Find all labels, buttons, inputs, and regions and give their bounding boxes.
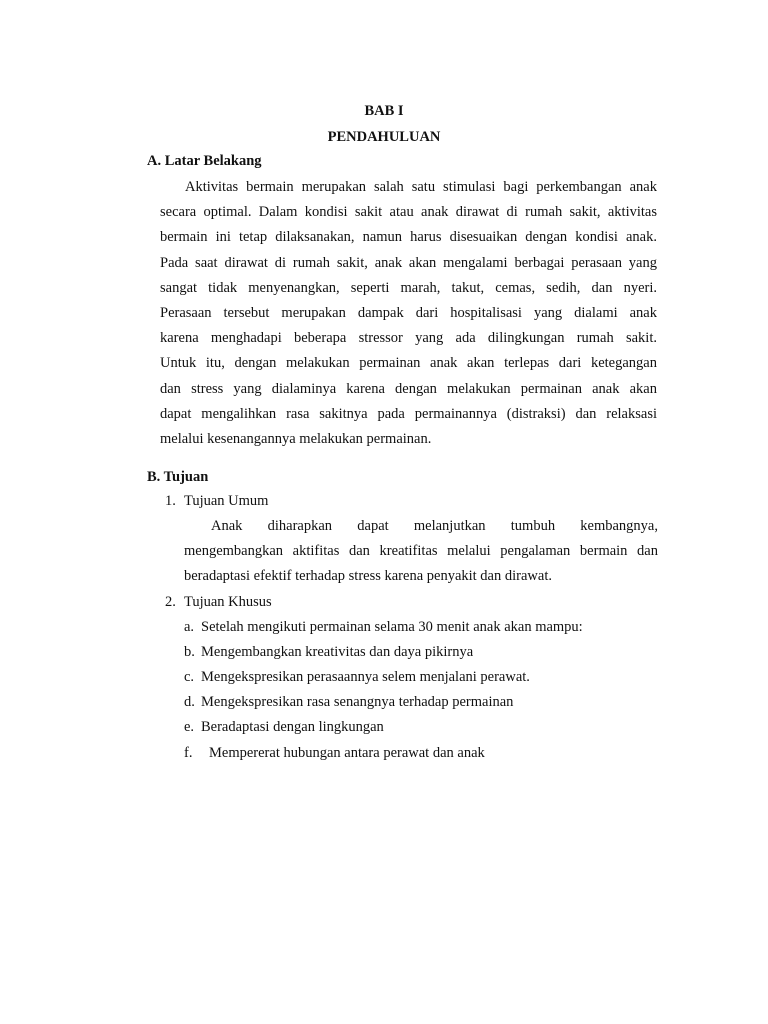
paragraph-line: sangat tidak menyenangkan, seperti marah, takut, cemas, sedih, dan nyeri. [160,279,657,296]
paragraph-line: karena menghadapi beberapa stressor yang ada dilingkungan rumah sakit. [160,330,657,347]
section-a-paragraph [160,175,657,452]
tujuan-umum-paragraph [184,514,658,590]
chapter-title: PENDAHULUAN [327,129,441,145]
section-a-heading: A. Latar Belakang [147,153,262,169]
list-item-marker: a. [184,619,195,635]
paragraph-line: Pada saat dirawat di rumah sakit, anak akan mengalami berbagai perasaan yang [160,254,657,271]
paragraph-line: bermain ini tetap dilaksanakan, namun harus disesuaikan dengan kondisi anak. [160,229,657,246]
paragraph-line: Anak diharapkan dapat melanjutkan tumbuh kembangnya, [211,518,658,534]
list-item-marker: d. [184,694,195,710]
tujuan-khusus-number: 2. [165,594,176,610]
paragraph-line: Untuk itu, dengan melakukan permainan anak akan terlepas dari ketegangan [160,355,657,372]
paragraph-line: melalui kesenangannya melakukan permainan. [160,430,432,447]
list-item: Mengekspresikan perasaannya selem menjalani perawat. [201,669,530,685]
paragraph-line: mengembangkan aktifitas dan kreatifitas melalui pengalaman bermain dan [184,543,658,560]
paragraph-line: dapat mengalihkan rasa sakitnya pada permainannya (distraksi) dan relaksasi [160,405,657,422]
paragraph-line: beradaptasi efektif terhadap stress karena penyakit dan dirawat. [184,568,552,585]
chapter-number: BAB I [364,103,404,119]
list-item: Mempererat hubungan antara perawat dan anak [209,745,485,761]
paragraph-line: dan stress yang dialaminya karena dengan melakukan permainan anak akan [160,380,657,397]
list-item: Mengembangkan kreativitas dan daya pikirnya [201,644,474,660]
paragraph-line: secara optimal. Dalam kondisi sakit atau anak dirawat di rumah sakit, aktivitas [160,204,657,221]
list-item-marker: e. [184,719,195,735]
list-item-marker: c. [184,669,195,685]
paragraph-line: Aktivitas bermain merupakan salah satu stimulasi bagi perkembangan anak [185,179,657,195]
tujuan-umum-number: 1. [165,493,176,509]
section-b-heading: B. Tujuan [147,469,209,485]
tujuan-khusus-label: Tujuan Khusus [184,594,272,610]
list-item-marker: b. [184,644,195,660]
list-item-marker: f. [184,745,193,761]
list-item: Beradaptasi dengan lingkungan [201,719,384,735]
list-item: Mengekspresikan rasa senangnya terhadap permainan [201,694,514,710]
paragraph-line: Perasaan tersebut merupakan dampak dari hospitalisasi yang dialami anak [160,304,657,321]
list-item: Setelah mengikuti permainan selama 30 menit anak akan mampu: [201,619,583,635]
tujuan-umum-label: Tujuan Umum [184,493,269,509]
